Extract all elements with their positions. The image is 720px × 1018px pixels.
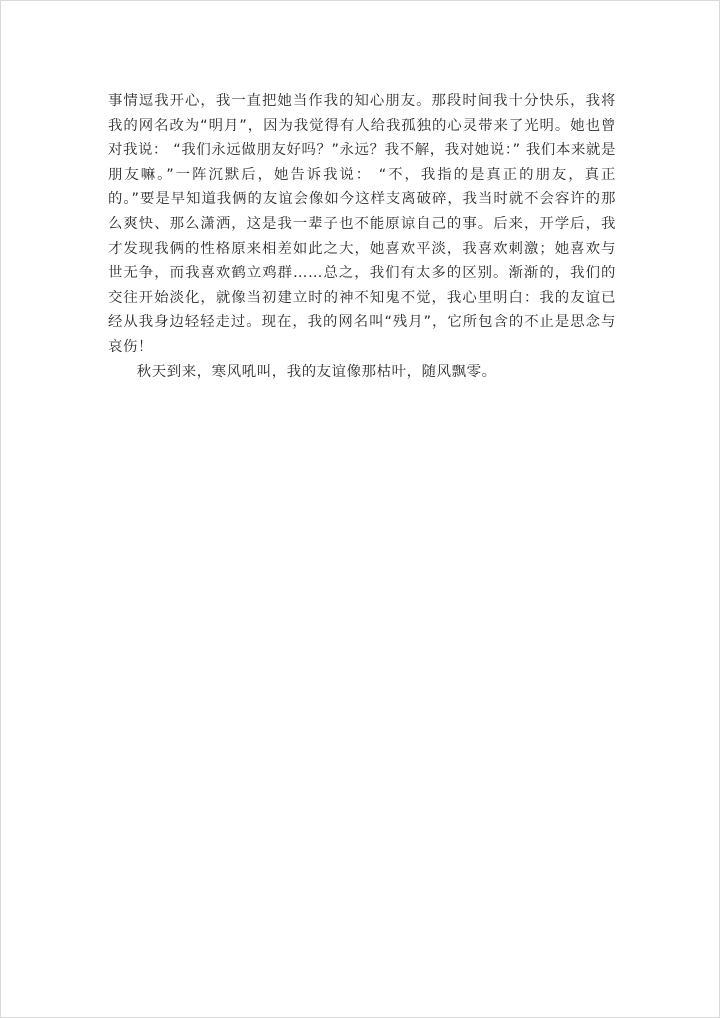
document-body bbox=[108, 89, 616, 384]
paragraph: 秋天到来，寒风吼叫，我的友谊像那枯叶，随风飘零。 bbox=[136, 363, 497, 380]
paragraph: 事情逗我开心，我一直把她当作我的知心朋友。那段时间我十分快乐，我将我的网名改为“明月”，因为我觉得有人给我孤独的心灵带来了光明。她也曾对我说： “我们永远做朋友好吗？”永远？我不解，我对她说：” 我们本来就是朋友嘛。”一阵沉默后，她告诉我说： “不，我指的是真正的朋友，真正的。”要是早知道我俩的友谊会像如今这样支离破碎，我当时就不会容许的那么爽快、那么潇洒，这是我一辈子也不能原谅自己的事。后来，开学后，我才发现我俩的性格原来相差如此之大，她喜欢平淡，我喜欢刺激；她喜欢与世无争，而我喜欢鹤立鸡群……总之，我们有太多的区别。渐渐的，我们的交往开始淡化，就像当初建立时的神不知鬼不觉，我心里明白：我的友谊已经从我身边轻轻走过。现在，我的网名叫“残月”，它所包含的不止是思念与哀伤！ bbox=[108, 93, 616, 355]
